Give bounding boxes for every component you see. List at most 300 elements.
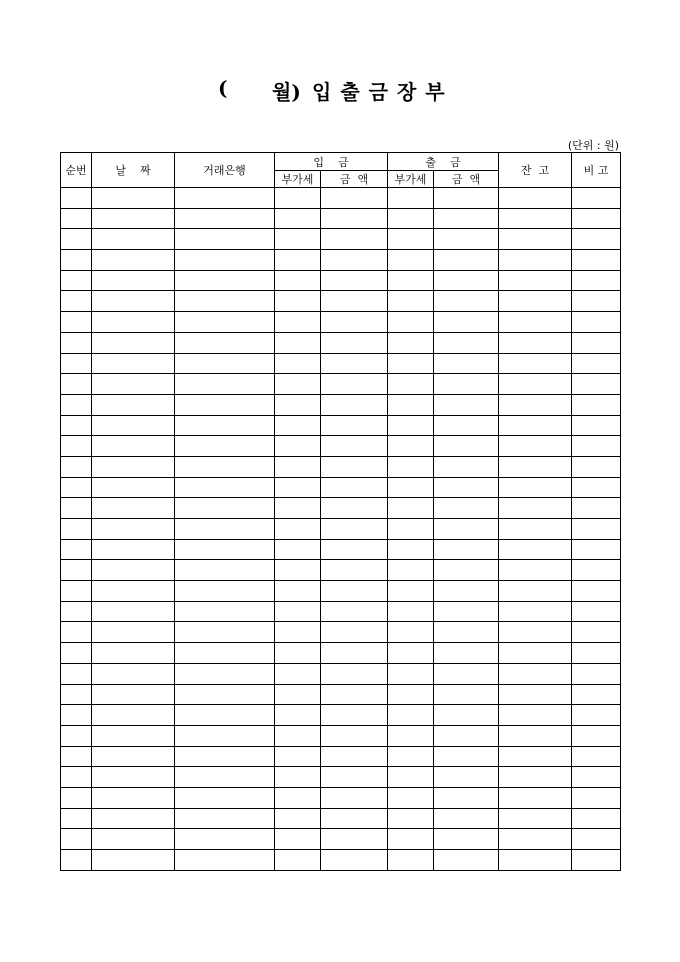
bank-cell: [175, 229, 275, 250]
seq-cell: [61, 250, 92, 271]
bank-cell: [175, 601, 275, 622]
balance-cell: [499, 622, 572, 643]
balance-cell: [499, 663, 572, 684]
note-cell: [572, 787, 621, 808]
deposit-vat-cell: [275, 415, 321, 436]
table-row: [61, 746, 621, 767]
deposit-amount-cell: [321, 332, 388, 353]
seq-cell: [61, 229, 92, 250]
deposit-amount-cell: [321, 312, 388, 333]
seq-cell: [61, 643, 92, 664]
bank-cell: [175, 394, 275, 415]
seq-cell: [61, 270, 92, 291]
seq-cell: [61, 663, 92, 684]
deposit-amount-cell: [321, 601, 388, 622]
table-row: [61, 643, 621, 664]
deposit-vat-cell: [275, 684, 321, 705]
withdraw-vat-cell: [388, 622, 434, 643]
balance-cell: [499, 519, 572, 540]
header-date: 날 짜: [92, 153, 175, 188]
date-cell: [92, 394, 175, 415]
deposit-vat-cell: [275, 436, 321, 457]
withdraw-amount-cell: [434, 229, 499, 250]
withdraw-amount-cell: [434, 622, 499, 643]
note-cell: [572, 767, 621, 788]
deposit-vat-cell: [275, 767, 321, 788]
withdraw-amount-cell: [434, 456, 499, 477]
note-cell: [572, 250, 621, 271]
note-cell: [572, 312, 621, 333]
table-row: [61, 477, 621, 498]
withdraw-vat-cell: [388, 270, 434, 291]
seq-cell: [61, 498, 92, 519]
header-bank: 거래은행: [175, 153, 275, 188]
withdraw-amount-cell: [434, 477, 499, 498]
deposit-vat-cell: [275, 208, 321, 229]
deposit-amount-cell: [321, 808, 388, 829]
bank-cell: [175, 208, 275, 229]
header-withdraw-amount: 금 액: [434, 171, 499, 188]
deposit-amount-cell: [321, 787, 388, 808]
withdraw-vat-cell: [388, 787, 434, 808]
deposit-vat-cell: [275, 622, 321, 643]
balance-cell: [499, 188, 572, 209]
seq-cell: [61, 622, 92, 643]
table-row: [61, 312, 621, 333]
seq-cell: [61, 746, 92, 767]
date-cell: [92, 374, 175, 395]
table-row: [61, 188, 621, 209]
seq-cell: [61, 291, 92, 312]
deposit-amount-cell: [321, 436, 388, 457]
withdraw-vat-cell: [388, 684, 434, 705]
withdraw-vat-cell: [388, 725, 434, 746]
withdraw-amount-cell: [434, 539, 499, 560]
note-cell: [572, 519, 621, 540]
deposit-vat-cell: [275, 250, 321, 271]
seq-cell: [61, 787, 92, 808]
seq-cell: [61, 332, 92, 353]
withdraw-vat-cell: [388, 291, 434, 312]
table-row: [61, 291, 621, 312]
deposit-amount-cell: [321, 456, 388, 477]
page-title: [0, 76, 680, 106]
table-row: [61, 581, 621, 602]
table-row: [61, 787, 621, 808]
withdraw-vat-cell: [388, 601, 434, 622]
withdraw-amount-cell: [434, 850, 499, 871]
withdraw-amount-cell: [434, 746, 499, 767]
deposit-vat-cell: [275, 539, 321, 560]
withdraw-amount-cell: [434, 560, 499, 581]
table-row: [61, 394, 621, 415]
balance-cell: [499, 456, 572, 477]
withdraw-vat-cell: [388, 250, 434, 271]
balance-cell: [499, 229, 572, 250]
date-cell: [92, 829, 175, 850]
table-row: [61, 539, 621, 560]
seq-cell: [61, 456, 92, 477]
bank-cell: [175, 725, 275, 746]
withdraw-amount-cell: [434, 394, 499, 415]
balance-cell: [499, 767, 572, 788]
withdraw-vat-cell: [388, 436, 434, 457]
withdraw-amount-cell: [434, 829, 499, 850]
deposit-amount-cell: [321, 188, 388, 209]
balance-cell: [499, 270, 572, 291]
balance-cell: [499, 684, 572, 705]
date-cell: [92, 808, 175, 829]
header-deposit-vat: 부가세: [275, 171, 321, 188]
seq-cell: [61, 539, 92, 560]
table-row: [61, 250, 621, 271]
withdraw-amount-cell: [434, 312, 499, 333]
deposit-amount-cell: [321, 684, 388, 705]
withdraw-vat-cell: [388, 229, 434, 250]
unit-label: (단위 : 원): [567, 139, 619, 152]
bank-cell: [175, 539, 275, 560]
table-row: [61, 663, 621, 684]
bank-cell: [175, 519, 275, 540]
deposit-vat-cell: [275, 498, 321, 519]
deposit-amount-cell: [321, 725, 388, 746]
date-cell: [92, 581, 175, 602]
withdraw-amount-cell: [434, 601, 499, 622]
date-cell: [92, 270, 175, 291]
bank-cell: [175, 312, 275, 333]
balance-cell: [499, 332, 572, 353]
balance-cell: [499, 746, 572, 767]
note-cell: [572, 684, 621, 705]
withdraw-vat-cell: [388, 560, 434, 581]
table-row: [61, 560, 621, 581]
withdraw-amount-cell: [434, 270, 499, 291]
table-row: [61, 808, 621, 829]
withdraw-amount-cell: [434, 332, 499, 353]
deposit-amount-cell: [321, 539, 388, 560]
note-cell: [572, 270, 621, 291]
note-cell: [572, 374, 621, 395]
withdraw-vat-cell: [388, 312, 434, 333]
date-cell: [92, 663, 175, 684]
table-row: [61, 725, 621, 746]
withdraw-vat-cell: [388, 332, 434, 353]
withdraw-vat-cell: [388, 188, 434, 209]
withdraw-amount-cell: [434, 808, 499, 829]
deposit-amount-cell: [321, 560, 388, 581]
ledger-body: [61, 188, 621, 871]
table-row: [61, 353, 621, 374]
deposit-vat-cell: [275, 270, 321, 291]
balance-cell: [499, 829, 572, 850]
seq-cell: [61, 477, 92, 498]
table-row: [61, 684, 621, 705]
note-cell: [572, 208, 621, 229]
deposit-vat-cell: [275, 705, 321, 726]
bank-cell: [175, 622, 275, 643]
deposit-vat-cell: [275, 394, 321, 415]
balance-cell: [499, 808, 572, 829]
date-cell: [92, 188, 175, 209]
withdraw-vat-cell: [388, 498, 434, 519]
balance-cell: [499, 208, 572, 229]
withdraw-vat-cell: [388, 415, 434, 436]
bank-cell: [175, 581, 275, 602]
withdraw-vat-cell: [388, 519, 434, 540]
table-row: [61, 498, 621, 519]
balance-cell: [499, 705, 572, 726]
balance-cell: [499, 291, 572, 312]
withdraw-vat-cell: [388, 374, 434, 395]
note-cell: [572, 436, 621, 457]
withdraw-amount-cell: [434, 208, 499, 229]
withdraw-vat-cell: [388, 643, 434, 664]
bank-cell: [175, 415, 275, 436]
deposit-amount-cell: [321, 705, 388, 726]
deposit-vat-cell: [275, 601, 321, 622]
seq-cell: [61, 394, 92, 415]
note-cell: [572, 229, 621, 250]
note-cell: [572, 601, 621, 622]
withdraw-amount-cell: [434, 353, 499, 374]
date-cell: [92, 353, 175, 374]
balance-cell: [499, 539, 572, 560]
withdraw-vat-cell: [388, 477, 434, 498]
deposit-vat-cell: [275, 374, 321, 395]
note-cell: [572, 725, 621, 746]
bank-cell: [175, 250, 275, 271]
balance-cell: [499, 374, 572, 395]
date-cell: [92, 850, 175, 871]
deposit-vat-cell: [275, 291, 321, 312]
deposit-vat-cell: [275, 746, 321, 767]
seq-cell: [61, 312, 92, 333]
withdraw-amount-cell: [434, 581, 499, 602]
note-cell: [572, 456, 621, 477]
balance-cell: [499, 725, 572, 746]
bank-cell: [175, 332, 275, 353]
balance-cell: [499, 477, 572, 498]
deposit-vat-cell: [275, 519, 321, 540]
table-row: [61, 601, 621, 622]
deposit-vat-cell: [275, 332, 321, 353]
deposit-amount-cell: [321, 829, 388, 850]
note-cell: [572, 498, 621, 519]
date-cell: [92, 705, 175, 726]
note-cell: [572, 746, 621, 767]
seq-cell: [61, 601, 92, 622]
table-row: [61, 622, 621, 643]
deposit-vat-cell: [275, 456, 321, 477]
seq-cell: [61, 725, 92, 746]
bank-cell: [175, 746, 275, 767]
deposit-amount-cell: [321, 394, 388, 415]
header-deposit-amount: 금 액: [321, 171, 388, 188]
table-row: [61, 229, 621, 250]
deposit-vat-cell: [275, 188, 321, 209]
bank-cell: [175, 436, 275, 457]
bank-cell: [175, 643, 275, 664]
bank-cell: [175, 353, 275, 374]
deposit-amount-cell: [321, 353, 388, 374]
withdraw-amount-cell: [434, 684, 499, 705]
title-month: 월): [272, 80, 301, 104]
note-cell: [572, 394, 621, 415]
withdraw-amount-cell: [434, 787, 499, 808]
table-row: [61, 519, 621, 540]
seq-cell: [61, 850, 92, 871]
bank-cell: [175, 808, 275, 829]
seq-cell: [61, 436, 92, 457]
deposit-amount-cell: [321, 746, 388, 767]
deposit-amount-cell: [321, 291, 388, 312]
deposit-vat-cell: [275, 353, 321, 374]
date-cell: [92, 229, 175, 250]
date-cell: [92, 291, 175, 312]
balance-cell: [499, 415, 572, 436]
bank-cell: [175, 477, 275, 498]
note-cell: [572, 705, 621, 726]
withdraw-vat-cell: [388, 808, 434, 829]
note-cell: [572, 808, 621, 829]
withdraw-vat-cell: [388, 208, 434, 229]
bank-cell: [175, 374, 275, 395]
note-cell: [572, 188, 621, 209]
withdraw-vat-cell: [388, 353, 434, 374]
seq-cell: [61, 705, 92, 726]
date-cell: [92, 601, 175, 622]
note-cell: [572, 291, 621, 312]
withdraw-amount-cell: [434, 705, 499, 726]
date-cell: [92, 787, 175, 808]
table-row: [61, 850, 621, 871]
balance-cell: [499, 250, 572, 271]
table-row: [61, 829, 621, 850]
date-cell: [92, 767, 175, 788]
withdraw-vat-cell: [388, 581, 434, 602]
balance-cell: [499, 394, 572, 415]
header-note: 비 고: [572, 153, 621, 188]
note-cell: [572, 663, 621, 684]
note-cell: [572, 581, 621, 602]
table-row: [61, 436, 621, 457]
balance-cell: [499, 787, 572, 808]
withdraw-amount-cell: [434, 250, 499, 271]
header-withdraw: 출 금: [388, 153, 499, 171]
note-cell: [572, 622, 621, 643]
table-row: [61, 374, 621, 395]
note-cell: [572, 643, 621, 664]
table-row: [61, 332, 621, 353]
date-cell: [92, 643, 175, 664]
balance-cell: [499, 560, 572, 581]
bank-cell: [175, 787, 275, 808]
withdraw-vat-cell: [388, 456, 434, 477]
balance-cell: [499, 353, 572, 374]
date-cell: [92, 560, 175, 581]
table-row: [61, 767, 621, 788]
deposit-vat-cell: [275, 829, 321, 850]
seq-cell: [61, 684, 92, 705]
header-balance: 잔 고: [499, 153, 572, 188]
bank-cell: [175, 291, 275, 312]
header-deposit: 입 금: [275, 153, 388, 171]
withdraw-amount-cell: [434, 767, 499, 788]
balance-cell: [499, 436, 572, 457]
withdraw-amount-cell: [434, 188, 499, 209]
seq-cell: [61, 374, 92, 395]
deposit-vat-cell: [275, 312, 321, 333]
withdraw-vat-cell: [388, 746, 434, 767]
deposit-amount-cell: [321, 208, 388, 229]
deposit-amount-cell: [321, 477, 388, 498]
note-cell: [572, 560, 621, 581]
withdraw-amount-cell: [434, 643, 499, 664]
withdraw-amount-cell: [434, 291, 499, 312]
bank-cell: [175, 663, 275, 684]
balance-cell: [499, 643, 572, 664]
bank-cell: [175, 188, 275, 209]
title-open-paren: (: [218, 76, 228, 100]
deposit-vat-cell: [275, 560, 321, 581]
table-row: [61, 208, 621, 229]
withdraw-amount-cell: [434, 725, 499, 746]
deposit-amount-cell: [321, 767, 388, 788]
seq-cell: [61, 519, 92, 540]
note-cell: [572, 332, 621, 353]
date-cell: [92, 684, 175, 705]
bank-cell: [175, 456, 275, 477]
seq-cell: [61, 415, 92, 436]
deposit-vat-cell: [275, 477, 321, 498]
date-cell: [92, 415, 175, 436]
bank-cell: [175, 560, 275, 581]
bank-cell: [175, 684, 275, 705]
deposit-amount-cell: [321, 229, 388, 250]
date-cell: [92, 456, 175, 477]
header-withdraw-vat: 부가세: [388, 171, 434, 188]
deposit-vat-cell: [275, 725, 321, 746]
date-cell: [92, 498, 175, 519]
deposit-amount-cell: [321, 850, 388, 871]
note-cell: [572, 477, 621, 498]
note-cell: [572, 353, 621, 374]
note-cell: [572, 829, 621, 850]
seq-cell: [61, 808, 92, 829]
bank-cell: [175, 850, 275, 871]
deposit-amount-cell: [321, 374, 388, 395]
deposit-amount-cell: [321, 581, 388, 602]
table-row: [61, 705, 621, 726]
header-seq: 순번: [61, 153, 92, 188]
title-main: 입출금장부: [312, 80, 454, 104]
deposit-amount-cell: [321, 663, 388, 684]
bank-cell: [175, 829, 275, 850]
date-cell: [92, 436, 175, 457]
date-cell: [92, 250, 175, 271]
note-cell: [572, 415, 621, 436]
deposit-amount-cell: [321, 643, 388, 664]
withdraw-vat-cell: [388, 767, 434, 788]
deposit-amount-cell: [321, 519, 388, 540]
balance-cell: [499, 850, 572, 871]
deposit-amount-cell: [321, 270, 388, 291]
withdraw-vat-cell: [388, 539, 434, 560]
deposit-vat-cell: [275, 581, 321, 602]
balance-cell: [499, 312, 572, 333]
withdraw-amount-cell: [434, 374, 499, 395]
withdraw-amount-cell: [434, 663, 499, 684]
